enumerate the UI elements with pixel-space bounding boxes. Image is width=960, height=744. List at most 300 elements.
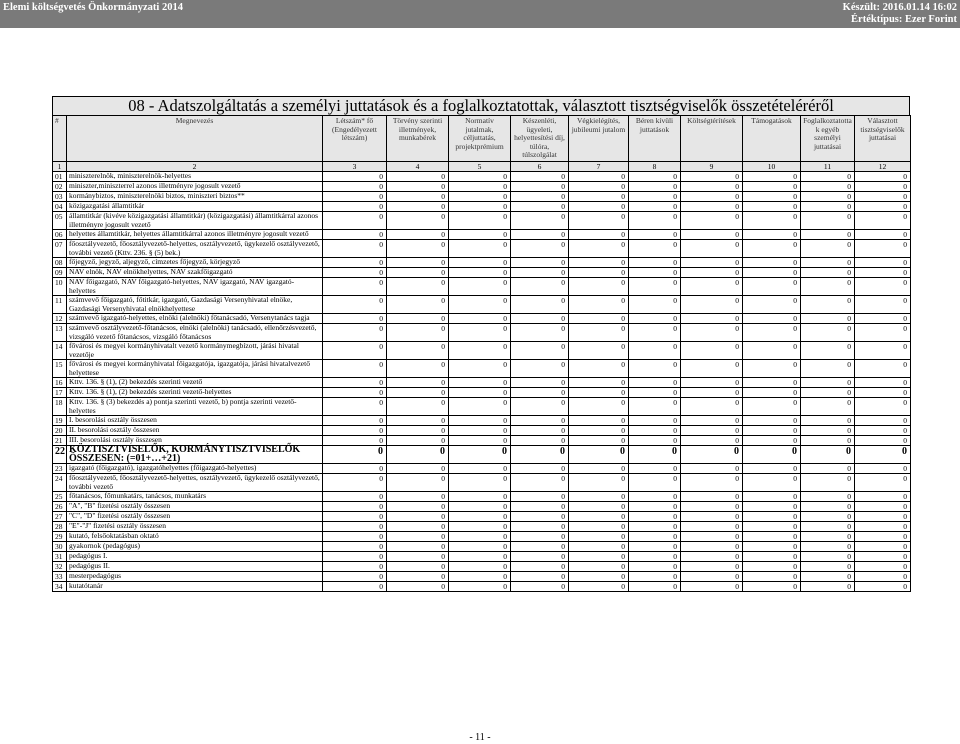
row-label: pedagógus II. bbox=[67, 562, 323, 572]
value-cell: 0 bbox=[801, 398, 855, 416]
row-number: 26 bbox=[53, 502, 67, 512]
value-cell: 0 bbox=[681, 172, 743, 182]
value-cell: 0 bbox=[681, 378, 743, 388]
row-label: NAV főigazgató, NAV főigazgató-helyettes, NAV igazgató, NAV igazgató-helyettes bbox=[67, 278, 323, 296]
value-cell: 0 bbox=[801, 278, 855, 296]
value-cell: 0 bbox=[743, 532, 801, 542]
value-cell: 0 bbox=[449, 512, 511, 522]
row-label: főtanácsos, főmunkatárs, tanácsos, munkatárs bbox=[67, 492, 323, 502]
value-cell: 0 bbox=[743, 240, 801, 258]
value-cell: 0 bbox=[387, 416, 449, 426]
column-number: 12 bbox=[855, 162, 911, 172]
column-header: Végkielégítés, jubileumi jutalom bbox=[569, 116, 629, 162]
table-row bbox=[53, 172, 911, 182]
value-cell: 0 bbox=[323, 552, 387, 562]
value-cell: 0 bbox=[449, 192, 511, 202]
column-header: Választott tisztségviselők juttatásai bbox=[855, 116, 911, 162]
value-cell: 0 bbox=[801, 562, 855, 572]
value-cell: 0 bbox=[387, 464, 449, 474]
value-cell: 0 bbox=[681, 502, 743, 512]
row-label: mesterpedagógus bbox=[67, 572, 323, 582]
value-cell: 0 bbox=[681, 314, 743, 324]
row-label: I. besorolási osztály összesen bbox=[67, 416, 323, 426]
value-cell: 0 bbox=[323, 182, 387, 192]
value-cell: 0 bbox=[449, 324, 511, 342]
value-cell: 0 bbox=[743, 572, 801, 582]
column-number: 10 bbox=[743, 162, 801, 172]
value-cell: 0 bbox=[681, 240, 743, 258]
value-cell: 0 bbox=[855, 426, 911, 436]
value-cell: 0 bbox=[681, 268, 743, 278]
row-number: 09 bbox=[53, 268, 67, 278]
table-row bbox=[53, 192, 911, 202]
value-cell: 0 bbox=[855, 464, 911, 474]
value-cell: 0 bbox=[511, 258, 569, 268]
row-number: 31 bbox=[53, 552, 67, 562]
value-cell: 0 bbox=[323, 192, 387, 202]
value-cell: 0 bbox=[387, 436, 449, 446]
value-cell: 0 bbox=[629, 436, 681, 446]
table-row bbox=[53, 572, 911, 582]
value-cell: 0 bbox=[681, 388, 743, 398]
value-cell: 0 bbox=[743, 522, 801, 532]
value-cell: 0 bbox=[449, 342, 511, 360]
value-cell: 0 bbox=[855, 202, 911, 212]
value-cell: 0 bbox=[323, 324, 387, 342]
value-cell: 0 bbox=[629, 314, 681, 324]
row-number: 12 bbox=[53, 314, 67, 324]
value-cell: 0 bbox=[511, 436, 569, 446]
value-cell: 0 bbox=[569, 532, 629, 542]
row-number: 15 bbox=[53, 360, 67, 378]
value-cell: 0 bbox=[511, 522, 569, 532]
row-number: 24 bbox=[53, 474, 67, 492]
row-number: 08 bbox=[53, 258, 67, 268]
table-row bbox=[53, 532, 911, 542]
row-number: 19 bbox=[53, 416, 67, 426]
value-cell: 0 bbox=[681, 182, 743, 192]
row-label: kutatótanár bbox=[67, 582, 323, 592]
value-cell: 0 bbox=[681, 258, 743, 268]
value-cell: 0 bbox=[801, 426, 855, 436]
value-cell: 0 bbox=[801, 202, 855, 212]
value-cell: 0 bbox=[743, 296, 801, 314]
value-cell: 0 bbox=[387, 230, 449, 240]
value-cell: 0 bbox=[511, 426, 569, 436]
row-label: II. besorolási osztály összesen bbox=[67, 426, 323, 436]
value-cell: 0 bbox=[449, 436, 511, 446]
value-cell: 0 bbox=[743, 502, 801, 512]
column-header: Törvény szerinti illetmények, munkabérek bbox=[387, 116, 449, 162]
value-cell: 0 bbox=[629, 268, 681, 278]
value-cell: 0 bbox=[449, 230, 511, 240]
table-row bbox=[53, 446, 911, 464]
value-cell: 0 bbox=[323, 202, 387, 212]
value-cell: 0 bbox=[629, 562, 681, 572]
value-cell: 0 bbox=[801, 532, 855, 542]
row-number: 17 bbox=[53, 388, 67, 398]
organization-name: Elemi költségvetés Önkormányzati 2014 bbox=[3, 2, 183, 13]
row-label: III. besorolási osztály összesen bbox=[67, 436, 323, 446]
value-cell: 0 bbox=[323, 212, 387, 230]
value-cell: 0 bbox=[681, 192, 743, 202]
value-cell: 0 bbox=[387, 426, 449, 436]
column-number: 6 bbox=[511, 162, 569, 172]
value-cell: 0 bbox=[629, 474, 681, 492]
value-cell: 0 bbox=[511, 268, 569, 278]
row-label: "E"-"J" fizetési osztály összesen bbox=[67, 522, 323, 532]
row-label: közigazgatási államtitkár bbox=[67, 202, 323, 212]
value-cell: 0 bbox=[743, 230, 801, 240]
table-row bbox=[53, 268, 911, 278]
value-cell: 0 bbox=[629, 512, 681, 522]
value-cell: 0 bbox=[743, 512, 801, 522]
value-cell: 0 bbox=[629, 426, 681, 436]
value-cell: 0 bbox=[629, 230, 681, 240]
value-unit: Értéktípus: Ezer Forint bbox=[851, 14, 957, 25]
value-cell: 0 bbox=[511, 172, 569, 182]
value-cell: 0 bbox=[855, 502, 911, 512]
value-cell: 0 bbox=[387, 552, 449, 562]
row-label: "C", "D" fizetési osztály összesen bbox=[67, 512, 323, 522]
value-cell: 0 bbox=[569, 464, 629, 474]
value-cell: 0 bbox=[855, 258, 911, 268]
value-cell: 0 bbox=[449, 398, 511, 416]
value-cell: 0 bbox=[323, 278, 387, 296]
value-cell: 0 bbox=[569, 552, 629, 562]
column-header: # bbox=[53, 116, 67, 162]
value-cell: 0 bbox=[743, 378, 801, 388]
value-cell: 0 bbox=[511, 572, 569, 582]
value-cell: 0 bbox=[681, 212, 743, 230]
value-cell: 0 bbox=[743, 474, 801, 492]
row-label: fővárosi és megyei kormányhivatalt vezető kormánymegbízott, járási hivatal vezetője bbox=[67, 342, 323, 360]
value-cell: 0 bbox=[511, 512, 569, 522]
value-cell: 0 bbox=[323, 532, 387, 542]
value-cell: 0 bbox=[801, 314, 855, 324]
value-cell: 0 bbox=[801, 502, 855, 512]
value-cell: 0 bbox=[569, 268, 629, 278]
row-label: államtitkár (kivéve közigazgatási államtitkár) (közigazgatási) államtitkárral azonos illetményre jogosult vezető bbox=[67, 212, 323, 230]
value-cell: 0 bbox=[569, 474, 629, 492]
value-cell: 0 bbox=[743, 492, 801, 502]
value-cell: 0 bbox=[801, 360, 855, 378]
value-cell: 0 bbox=[511, 474, 569, 492]
value-cell: 0 bbox=[387, 324, 449, 342]
column-number: 1 bbox=[53, 162, 67, 172]
value-cell: 0 bbox=[323, 464, 387, 474]
value-cell: 0 bbox=[801, 296, 855, 314]
value-cell: 0 bbox=[681, 542, 743, 552]
value-cell: 0 bbox=[629, 582, 681, 592]
value-cell: 0 bbox=[569, 192, 629, 202]
value-cell: 0 bbox=[855, 360, 911, 378]
row-number: 13 bbox=[53, 324, 67, 342]
value-cell: 0 bbox=[449, 492, 511, 502]
value-cell: 0 bbox=[801, 230, 855, 240]
value-cell: 0 bbox=[323, 258, 387, 268]
value-cell: 0 bbox=[511, 532, 569, 542]
value-cell: 0 bbox=[569, 324, 629, 342]
value-cell: 0 bbox=[855, 192, 911, 202]
value-cell: 0 bbox=[387, 522, 449, 532]
value-cell: 0 bbox=[449, 416, 511, 426]
row-number: 07 bbox=[53, 240, 67, 258]
page-number: - 11 - bbox=[469, 732, 491, 743]
value-cell: 0 bbox=[449, 268, 511, 278]
value-cell: 0 bbox=[569, 582, 629, 592]
value-cell: 0 bbox=[855, 230, 911, 240]
value-cell: 0 bbox=[855, 532, 911, 542]
row-label: igazgató (főigazgató), igazgatóhelyettes (főigazgató-helyettes) bbox=[67, 464, 323, 474]
row-number: 23 bbox=[53, 464, 67, 474]
value-cell: 0 bbox=[323, 398, 387, 416]
value-cell: 0 bbox=[801, 474, 855, 492]
table-row bbox=[53, 512, 911, 522]
table-row bbox=[53, 296, 911, 314]
value-cell: 0 bbox=[449, 314, 511, 324]
value-cell: 0 bbox=[801, 172, 855, 182]
value-cell: 0 bbox=[743, 192, 801, 202]
value-cell: 0 bbox=[449, 202, 511, 212]
value-cell: 0 bbox=[801, 542, 855, 552]
value-cell: 0 bbox=[681, 562, 743, 572]
value-cell: 0 bbox=[681, 360, 743, 378]
value-cell: 0 bbox=[629, 212, 681, 230]
value-cell: 0 bbox=[387, 446, 449, 464]
value-cell: 0 bbox=[855, 474, 911, 492]
value-cell: 0 bbox=[681, 552, 743, 562]
value-cell: 0 bbox=[681, 532, 743, 542]
value-cell: 0 bbox=[743, 258, 801, 268]
value-cell: 0 bbox=[387, 212, 449, 230]
value-cell: 0 bbox=[629, 324, 681, 342]
value-cell: 0 bbox=[323, 314, 387, 324]
column-number: 4 bbox=[387, 162, 449, 172]
value-cell: 0 bbox=[855, 378, 911, 388]
value-cell: 0 bbox=[449, 426, 511, 436]
value-cell: 0 bbox=[323, 426, 387, 436]
value-cell: 0 bbox=[511, 240, 569, 258]
value-cell: 0 bbox=[681, 202, 743, 212]
value-cell: 0 bbox=[629, 342, 681, 360]
value-cell: 0 bbox=[855, 212, 911, 230]
table-row bbox=[53, 552, 911, 562]
value-cell: 0 bbox=[449, 572, 511, 582]
value-cell: 0 bbox=[743, 202, 801, 212]
value-cell: 0 bbox=[569, 296, 629, 314]
value-cell: 0 bbox=[511, 582, 569, 592]
report-meta bbox=[843, 2, 957, 26]
value-cell: 0 bbox=[449, 542, 511, 552]
table-row bbox=[53, 360, 911, 378]
column-number: 9 bbox=[681, 162, 743, 172]
value-cell: 0 bbox=[629, 398, 681, 416]
value-cell: 0 bbox=[569, 398, 629, 416]
value-cell: 0 bbox=[629, 296, 681, 314]
value-cell: 0 bbox=[449, 182, 511, 192]
value-cell: 0 bbox=[855, 572, 911, 582]
column-number: 8 bbox=[629, 162, 681, 172]
value-cell: 0 bbox=[511, 360, 569, 378]
value-cell: 0 bbox=[569, 240, 629, 258]
value-cell: 0 bbox=[387, 278, 449, 296]
value-cell: 0 bbox=[855, 388, 911, 398]
value-cell: 0 bbox=[387, 268, 449, 278]
row-label: Kttv. 136. § (3) bekezdés a) pontja szerinti vezető, b) pontja szerinti vezető-helyettes bbox=[67, 398, 323, 416]
value-cell: 0 bbox=[801, 436, 855, 446]
value-cell: 0 bbox=[855, 314, 911, 324]
value-cell: 0 bbox=[629, 464, 681, 474]
value-cell: 0 bbox=[387, 502, 449, 512]
value-cell: 0 bbox=[387, 192, 449, 202]
value-cell: 0 bbox=[387, 572, 449, 582]
value-cell: 0 bbox=[387, 582, 449, 592]
value-cell: 0 bbox=[629, 522, 681, 532]
value-cell: 0 bbox=[449, 360, 511, 378]
value-cell: 0 bbox=[681, 342, 743, 360]
table-row bbox=[53, 314, 911, 324]
value-cell: 0 bbox=[681, 426, 743, 436]
table-row bbox=[53, 230, 911, 240]
value-cell: 0 bbox=[743, 552, 801, 562]
value-cell: 0 bbox=[569, 446, 629, 464]
value-cell: 0 bbox=[511, 202, 569, 212]
row-label: számvevő osztályvezető-főtanácsos, elnöki (alelnöki) tanácsadó, ellenőrzésvezető, vizsgáló vezető főtanácsos, vizsgáló főtanácsos bbox=[67, 324, 323, 342]
row-number: 32 bbox=[53, 562, 67, 572]
value-cell: 0 bbox=[743, 426, 801, 436]
value-cell: 0 bbox=[855, 582, 911, 592]
value-cell: 0 bbox=[855, 542, 911, 552]
row-number: 29 bbox=[53, 532, 67, 542]
value-cell: 0 bbox=[743, 464, 801, 474]
value-cell: 0 bbox=[743, 416, 801, 426]
value-cell: 0 bbox=[629, 182, 681, 192]
value-cell: 0 bbox=[855, 182, 911, 192]
value-cell: 0 bbox=[743, 324, 801, 342]
value-cell: 0 bbox=[387, 182, 449, 192]
value-cell: 0 bbox=[387, 342, 449, 360]
value-cell: 0 bbox=[511, 464, 569, 474]
table-row bbox=[53, 416, 911, 426]
value-cell: 0 bbox=[801, 522, 855, 532]
value-cell: 0 bbox=[569, 416, 629, 426]
row-number: 20 bbox=[53, 426, 67, 436]
value-cell: 0 bbox=[629, 258, 681, 268]
value-cell: 0 bbox=[629, 360, 681, 378]
value-cell: 0 bbox=[569, 342, 629, 360]
value-cell: 0 bbox=[801, 378, 855, 388]
table-row bbox=[53, 474, 911, 492]
value-cell: 0 bbox=[387, 398, 449, 416]
value-cell: 0 bbox=[629, 416, 681, 426]
table-row bbox=[53, 582, 911, 592]
value-cell: 0 bbox=[681, 398, 743, 416]
value-cell: 0 bbox=[323, 436, 387, 446]
value-cell: 0 bbox=[681, 572, 743, 582]
value-cell: 0 bbox=[387, 202, 449, 212]
value-cell: 0 bbox=[743, 542, 801, 552]
value-cell: 0 bbox=[387, 512, 449, 522]
value-cell: 0 bbox=[629, 378, 681, 388]
value-cell: 0 bbox=[387, 532, 449, 542]
row-number: 02 bbox=[53, 182, 67, 192]
value-cell: 0 bbox=[323, 342, 387, 360]
value-cell: 0 bbox=[801, 552, 855, 562]
created-timestamp: Készült: 2016.01.14 16:02 bbox=[842, 2, 957, 13]
value-cell: 0 bbox=[569, 278, 629, 296]
value-cell: 0 bbox=[323, 502, 387, 512]
value-cell: 0 bbox=[743, 342, 801, 360]
value-cell: 0 bbox=[855, 552, 911, 562]
value-cell: 0 bbox=[323, 360, 387, 378]
value-cell: 0 bbox=[511, 296, 569, 314]
value-cell: 0 bbox=[449, 378, 511, 388]
value-cell: 0 bbox=[511, 416, 569, 426]
table-row bbox=[53, 492, 911, 502]
value-cell: 0 bbox=[743, 398, 801, 416]
row-number: 34 bbox=[53, 582, 67, 592]
row-number: 11 bbox=[53, 296, 67, 314]
value-cell: 0 bbox=[569, 542, 629, 552]
value-cell: 0 bbox=[569, 202, 629, 212]
value-cell: 0 bbox=[449, 258, 511, 268]
row-label: kormánybiztos, miniszterelnöki biztos, miniszteri biztos** bbox=[67, 192, 323, 202]
row-number: 25 bbox=[53, 492, 67, 502]
value-cell: 0 bbox=[855, 296, 911, 314]
value-cell: 0 bbox=[323, 240, 387, 258]
column-header: Készenléti, ügyeleti, helyettesítési díj, túlóra, túlszolgálat bbox=[511, 116, 569, 162]
value-cell: 0 bbox=[855, 562, 911, 572]
value-cell: 0 bbox=[629, 202, 681, 212]
row-number: 33 bbox=[53, 572, 67, 582]
value-cell: 0 bbox=[323, 492, 387, 502]
row-number: 21 bbox=[53, 436, 67, 446]
value-cell: 0 bbox=[323, 416, 387, 426]
value-cell: 0 bbox=[629, 446, 681, 464]
table-row bbox=[53, 388, 911, 398]
row-number: 03 bbox=[53, 192, 67, 202]
value-cell: 0 bbox=[323, 562, 387, 572]
table-row bbox=[53, 542, 911, 552]
row-label: KÖZTISZTVISELŐK, KORMÁNYTISZTVISELŐK ÖSSZESEN: (=01+…+21) bbox=[67, 446, 323, 464]
value-cell: 0 bbox=[743, 212, 801, 230]
row-number: 22 bbox=[53, 446, 67, 464]
value-cell: 0 bbox=[511, 398, 569, 416]
value-cell: 0 bbox=[743, 314, 801, 324]
value-cell: 0 bbox=[449, 582, 511, 592]
row-label: helyettes államtitkár, helyettes államtitkárral azonos illetményre jogosult vezető bbox=[67, 230, 323, 240]
row-number: 10 bbox=[53, 278, 67, 296]
value-cell: 0 bbox=[681, 324, 743, 342]
value-cell: 0 bbox=[387, 378, 449, 388]
value-cell: 0 bbox=[743, 446, 801, 464]
table-row bbox=[53, 522, 911, 532]
column-number: 11 bbox=[801, 162, 855, 172]
value-cell: 0 bbox=[511, 182, 569, 192]
value-cell: 0 bbox=[323, 542, 387, 552]
value-cell: 0 bbox=[801, 268, 855, 278]
column-header: Foglalkoztatotta k egyéb személyi juttatásai bbox=[801, 116, 855, 162]
column-header: Béren kívüli juttatások bbox=[629, 116, 681, 162]
value-cell: 0 bbox=[387, 240, 449, 258]
value-cell: 0 bbox=[449, 532, 511, 542]
value-cell: 0 bbox=[569, 378, 629, 388]
row-number: 27 bbox=[53, 512, 67, 522]
value-cell: 0 bbox=[511, 492, 569, 502]
value-cell: 0 bbox=[449, 474, 511, 492]
value-cell: 0 bbox=[681, 296, 743, 314]
